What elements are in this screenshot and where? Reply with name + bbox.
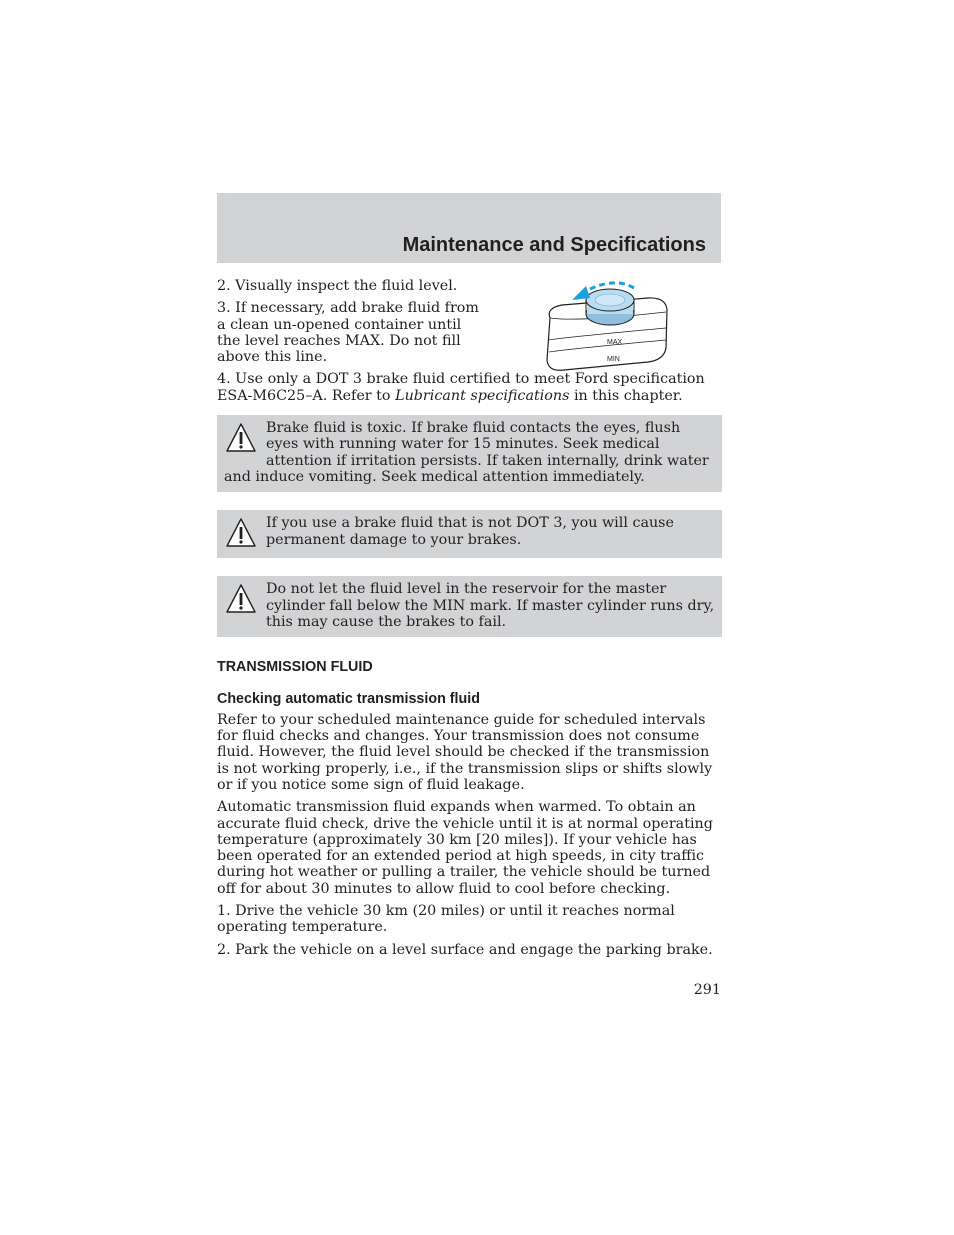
section-title: TRANSMISSION FLUID <box>217 659 373 676</box>
page-content <box>217 278 722 964</box>
subsection-title: Checking automatic transmission fluid <box>217 691 480 708</box>
warning-triangle-icon <box>224 420 258 456</box>
paragraph: Automatic transmission fluid expands when warmed. To obtain an accurate fluid check, drive the vehicle until it is at normal operating temperature (approximately 30 km [20 miles]). If your vehicle has been operated for an extended period at high speeds, in city traffic during hot weather or pulling a trailer, the vehicle should be turned off for about 30 minutes to allow fluid to cool before checking. <box>217 799 713 897</box>
warning-toxic <box>217 415 722 492</box>
paragraph: Refer to your scheduled maintenance guide for scheduled intervals for fluid checks and changes. Your transmission does not consume fluid. However, the fluid level should be checked if the transmission is not working properly, i.e., if the transmission slips or shifts slowly or if you notice some sign of fluid leakage. <box>217 711 713 793</box>
warning-min-level <box>217 576 722 637</box>
paragraph: 2. Park the vehicle on a level surface and engage the parking brake. <box>217 941 713 958</box>
max-label: MAX <box>607 339 623 346</box>
warning-text: Do not let the fluid level in the reservoir for the master cylinder fall below the MIN mark. If master cylinder runs dry, this may cause the brakes to fail. <box>266 581 715 630</box>
step-inspect: 2. Visually inspect the fluid level. <box>217 278 458 294</box>
step-dot3: 4. Use only a DOT 3 brake fluid certified to meet Ford specification ESA-M6C25–A. Refer to Lubricant specifications in this chapter. <box>217 371 705 404</box>
paragraph: 1. Drive the vehicle 30 km (20 miles) or until it reaches normal operating temperature. <box>217 903 675 936</box>
header-band <box>217 193 721 263</box>
page-number: 291 <box>693 982 721 998</box>
min-label: MIN <box>607 356 620 363</box>
warning-text: If you use a brake fluid that is not DOT 3, you will cause permanent damage to your brakes. <box>266 515 674 548</box>
page-title: Maintenance and Specifications <box>402 234 706 256</box>
warning-text: Brake fluid is toxic. If brake fluid contacts the eyes, flush eyes with running water for 15 minutes. Seek medical attention if irritation persists. If taken internally, drink water and induce vomiting. Seek medical attention immediately. <box>224 420 709 485</box>
step-add-fluid: 3. If necessary, add brake fluid from a clean un-opened container until the level reaches MAX. Do not fill above this line. <box>217 300 479 366</box>
warning-triangle-icon <box>224 515 258 551</box>
warning-dot3 <box>217 510 722 558</box>
warning-triangle-icon <box>224 581 258 617</box>
lubricant-spec-reference: Lubricant specifications <box>395 387 570 404</box>
